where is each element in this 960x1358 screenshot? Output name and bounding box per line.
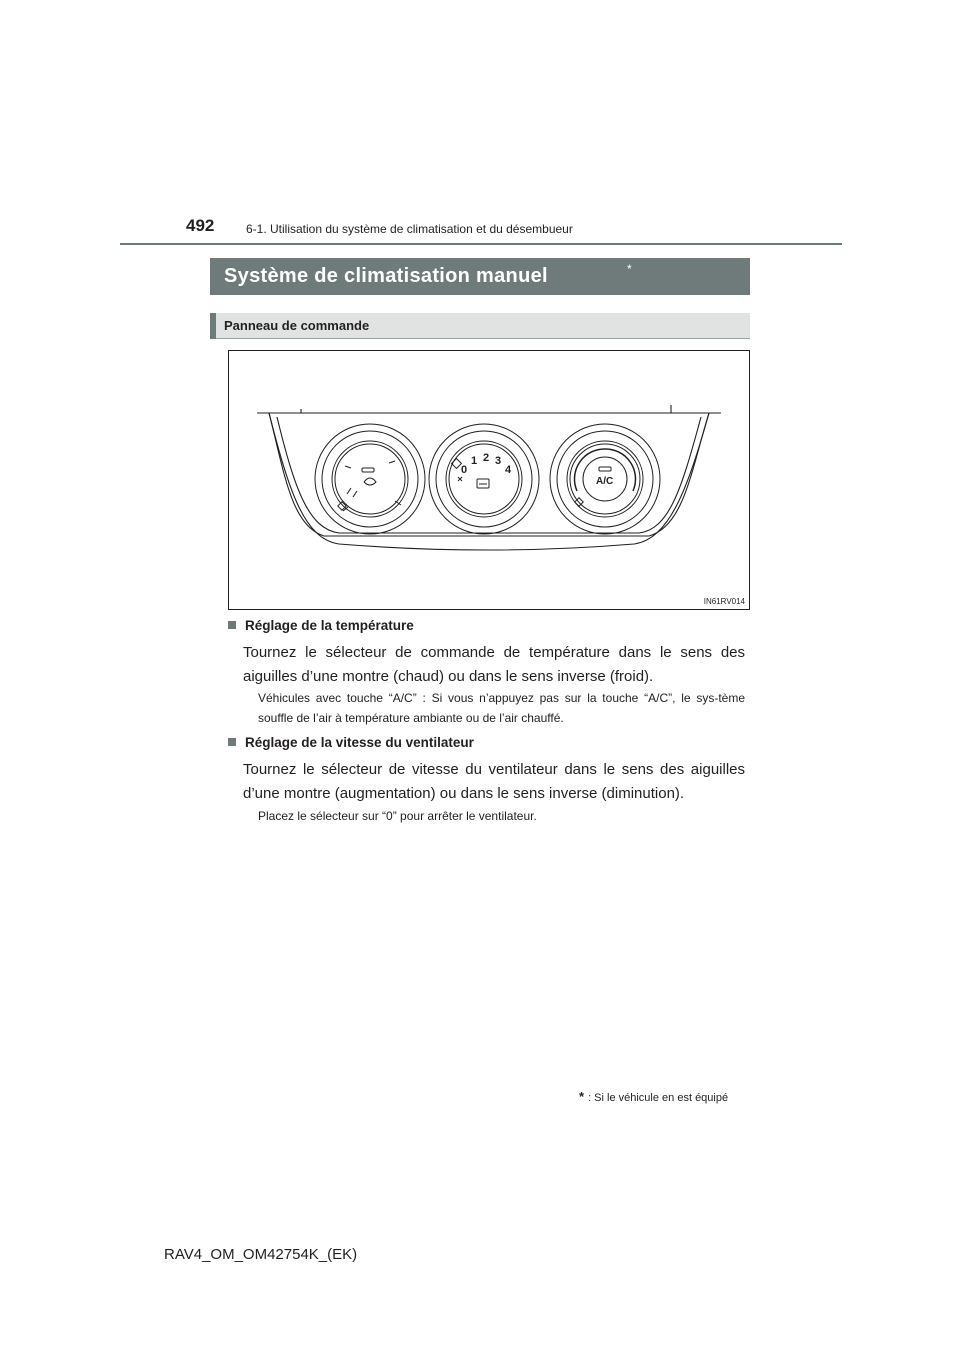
footnote-star: *	[579, 1089, 585, 1104]
control-panel-figure	[228, 350, 750, 610]
fan-label-0: 0	[461, 464, 468, 476]
figure-code: IN61RV014	[703, 597, 745, 606]
fan-speed-heading	[228, 735, 474, 750]
fan-label-1: 1	[471, 455, 478, 467]
temperature-heading	[228, 618, 414, 633]
fan-label-2: 2	[483, 452, 490, 464]
fan-speed-body: Tournez le sélecteur de vitesse du ventilateur dans le sens des aiguilles d’une montre (augmentation) ou dans le sens inverse (diminution).	[243, 761, 745, 802]
fan-label-3: 3	[495, 455, 502, 467]
page-number: 492	[186, 216, 215, 235]
control-panel-illustration	[229, 351, 749, 609]
temperature-note: Véhicules avec touche “A/C” : Si vous n’appuyez pas sur la touche “A/C”, le sys-tème souffle de l’air à température ambiante ou de l’air chauffé.	[258, 691, 745, 725]
footnote	[579, 1089, 728, 1104]
header-rule	[120, 243, 842, 245]
temperature-heading-text: Réglage de la température	[245, 618, 414, 633]
bullet-square-icon	[228, 738, 236, 746]
section-title	[210, 258, 750, 295]
fan-label-4: 4	[505, 464, 512, 476]
chapter-title: 6-1. Utilisation du système de climatisation et du désembueur	[246, 222, 573, 236]
subsection-bar	[210, 313, 216, 339]
footer-document-code: RAV4_OM_OM42754K_(EK)	[164, 1246, 358, 1263]
bullet-square-icon	[228, 621, 236, 629]
ac-button-label: A/C	[596, 476, 614, 487]
fan-speed-note: Placez le sélecteur sur “0” pour arrêter le ventilateur.	[258, 809, 537, 823]
footnote-text: : Si le véhicule en est équipé	[588, 1092, 729, 1104]
equipment-asterisk: *	[627, 262, 632, 276]
subsection-title: Panneau de commande	[224, 318, 370, 333]
fan-speed-heading-text: Réglage de la vitesse du ventilateur	[245, 735, 474, 750]
fan-speed-dial	[429, 424, 539, 534]
subsection-header	[210, 313, 750, 339]
section-title-text: Système de climatisation manuel	[224, 265, 548, 287]
temperature-body: Tournez le sélecteur de commande de température dans le sens des aiguilles d’une montre (chaud) ou dans le sens inverse (froid).	[243, 644, 745, 685]
temperature-dial	[315, 424, 425, 534]
